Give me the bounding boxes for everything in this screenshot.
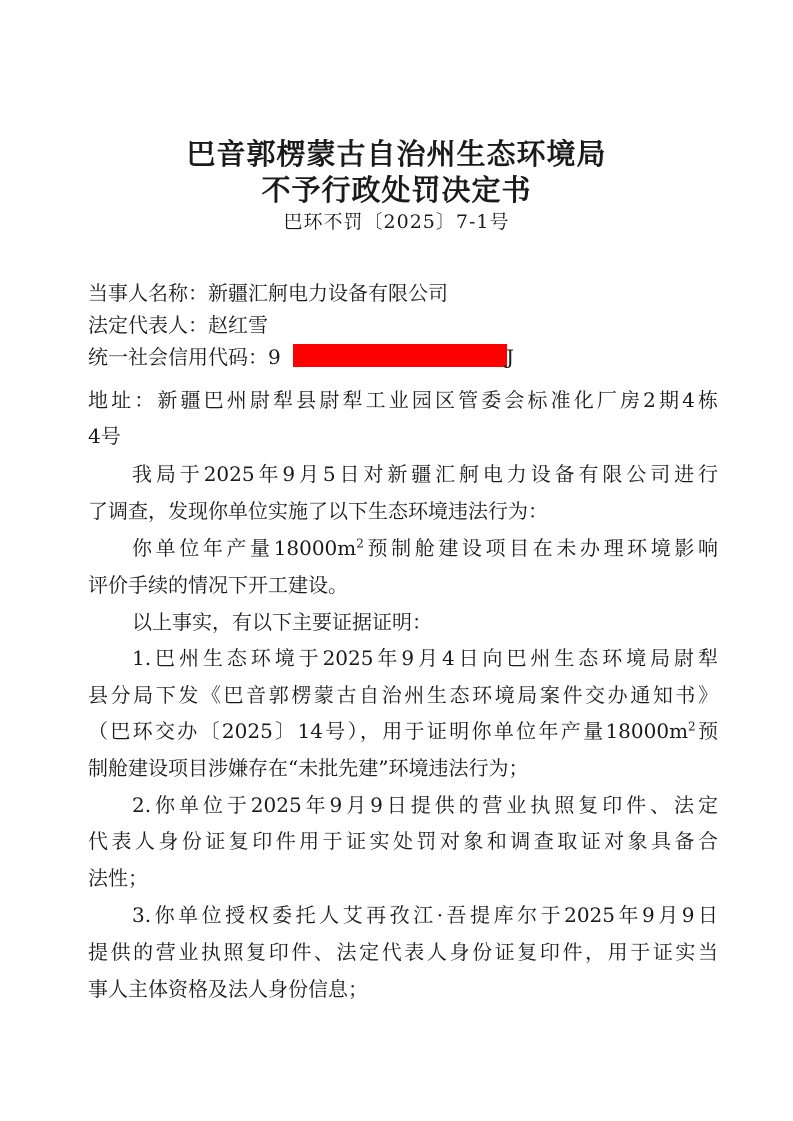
party-name: 当事人名称：新疆汇舸电力设备有限公司	[88, 281, 448, 305]
paragraph2-line1: 你单位年产量$18000m^2$预制舱建设项目在未办理环境影响	[132, 536, 719, 560]
evidence3-line2: 提供的营业执照复印件、法定代表人身份证复印件，用于证实当	[88, 940, 718, 964]
paragraph2-line2: 评价手续的情况下开工建设。	[88, 573, 348, 597]
redaction-bar	[293, 344, 507, 367]
address-line2: 4号	[88, 424, 121, 448]
legal-representative: 法定代表人：赵红雪	[88, 313, 268, 337]
evidence-intro: 以上事实，有以下主要证据证明：	[132, 610, 432, 634]
document-number: 巴环不罚〔2025〕7-1号	[283, 211, 510, 233]
evidence2-line1: 2.你单位于2025年9月9日提供的营业执照复印件、法定	[132, 793, 718, 817]
paragraph1-line2: 了调查，发现你单位实施了以下生态环境违法行为：	[88, 499, 548, 523]
document-title-line2: 不予行政处罚决定书	[261, 173, 532, 207]
credit-code-label: 统一社会信用代码：9	[88, 345, 281, 369]
address-line1: 地址：新疆巴州尉犁县尉犁工业园区管委会标准化厂房2期4栋	[88, 388, 718, 412]
evidence1-line1: 1.巴州生态环境于2025年9月4日向巴州生态环境局尉犁	[132, 646, 718, 670]
evidence2-line2: 代表人身份证复印件用于证实处罚对象和调查取证对象具备合	[88, 829, 718, 853]
evidence1-line3: （巴环交办〔2025〕14号），用于证明你单位年产量$18000m^2$预	[88, 719, 719, 743]
evidence3-line3: 事人主体资格及法人身份信息；	[88, 977, 368, 1001]
credit-code-tail: J	[506, 345, 515, 369]
paragraph1-line1: 我局于2025年9月5日对新疆汇舸电力设备有限公司进行	[132, 462, 718, 486]
evidence1-line2: 县分局下发《巴音郭楞蒙古自治州生态环境局案件交办通知书》	[88, 683, 718, 707]
evidence2-line3: 法性；	[88, 866, 148, 890]
document-title-line1: 巴音郭楞蒙古自治州生态环境局	[186, 137, 607, 171]
evidence1-line4: 制舱建设项目涉嫌存在“未批先建”环境违法行为；	[88, 756, 529, 780]
evidence3-line1: 3.你单位授权委托人艾再孜江·吾提库尔于2025年9月9日	[132, 903, 718, 927]
